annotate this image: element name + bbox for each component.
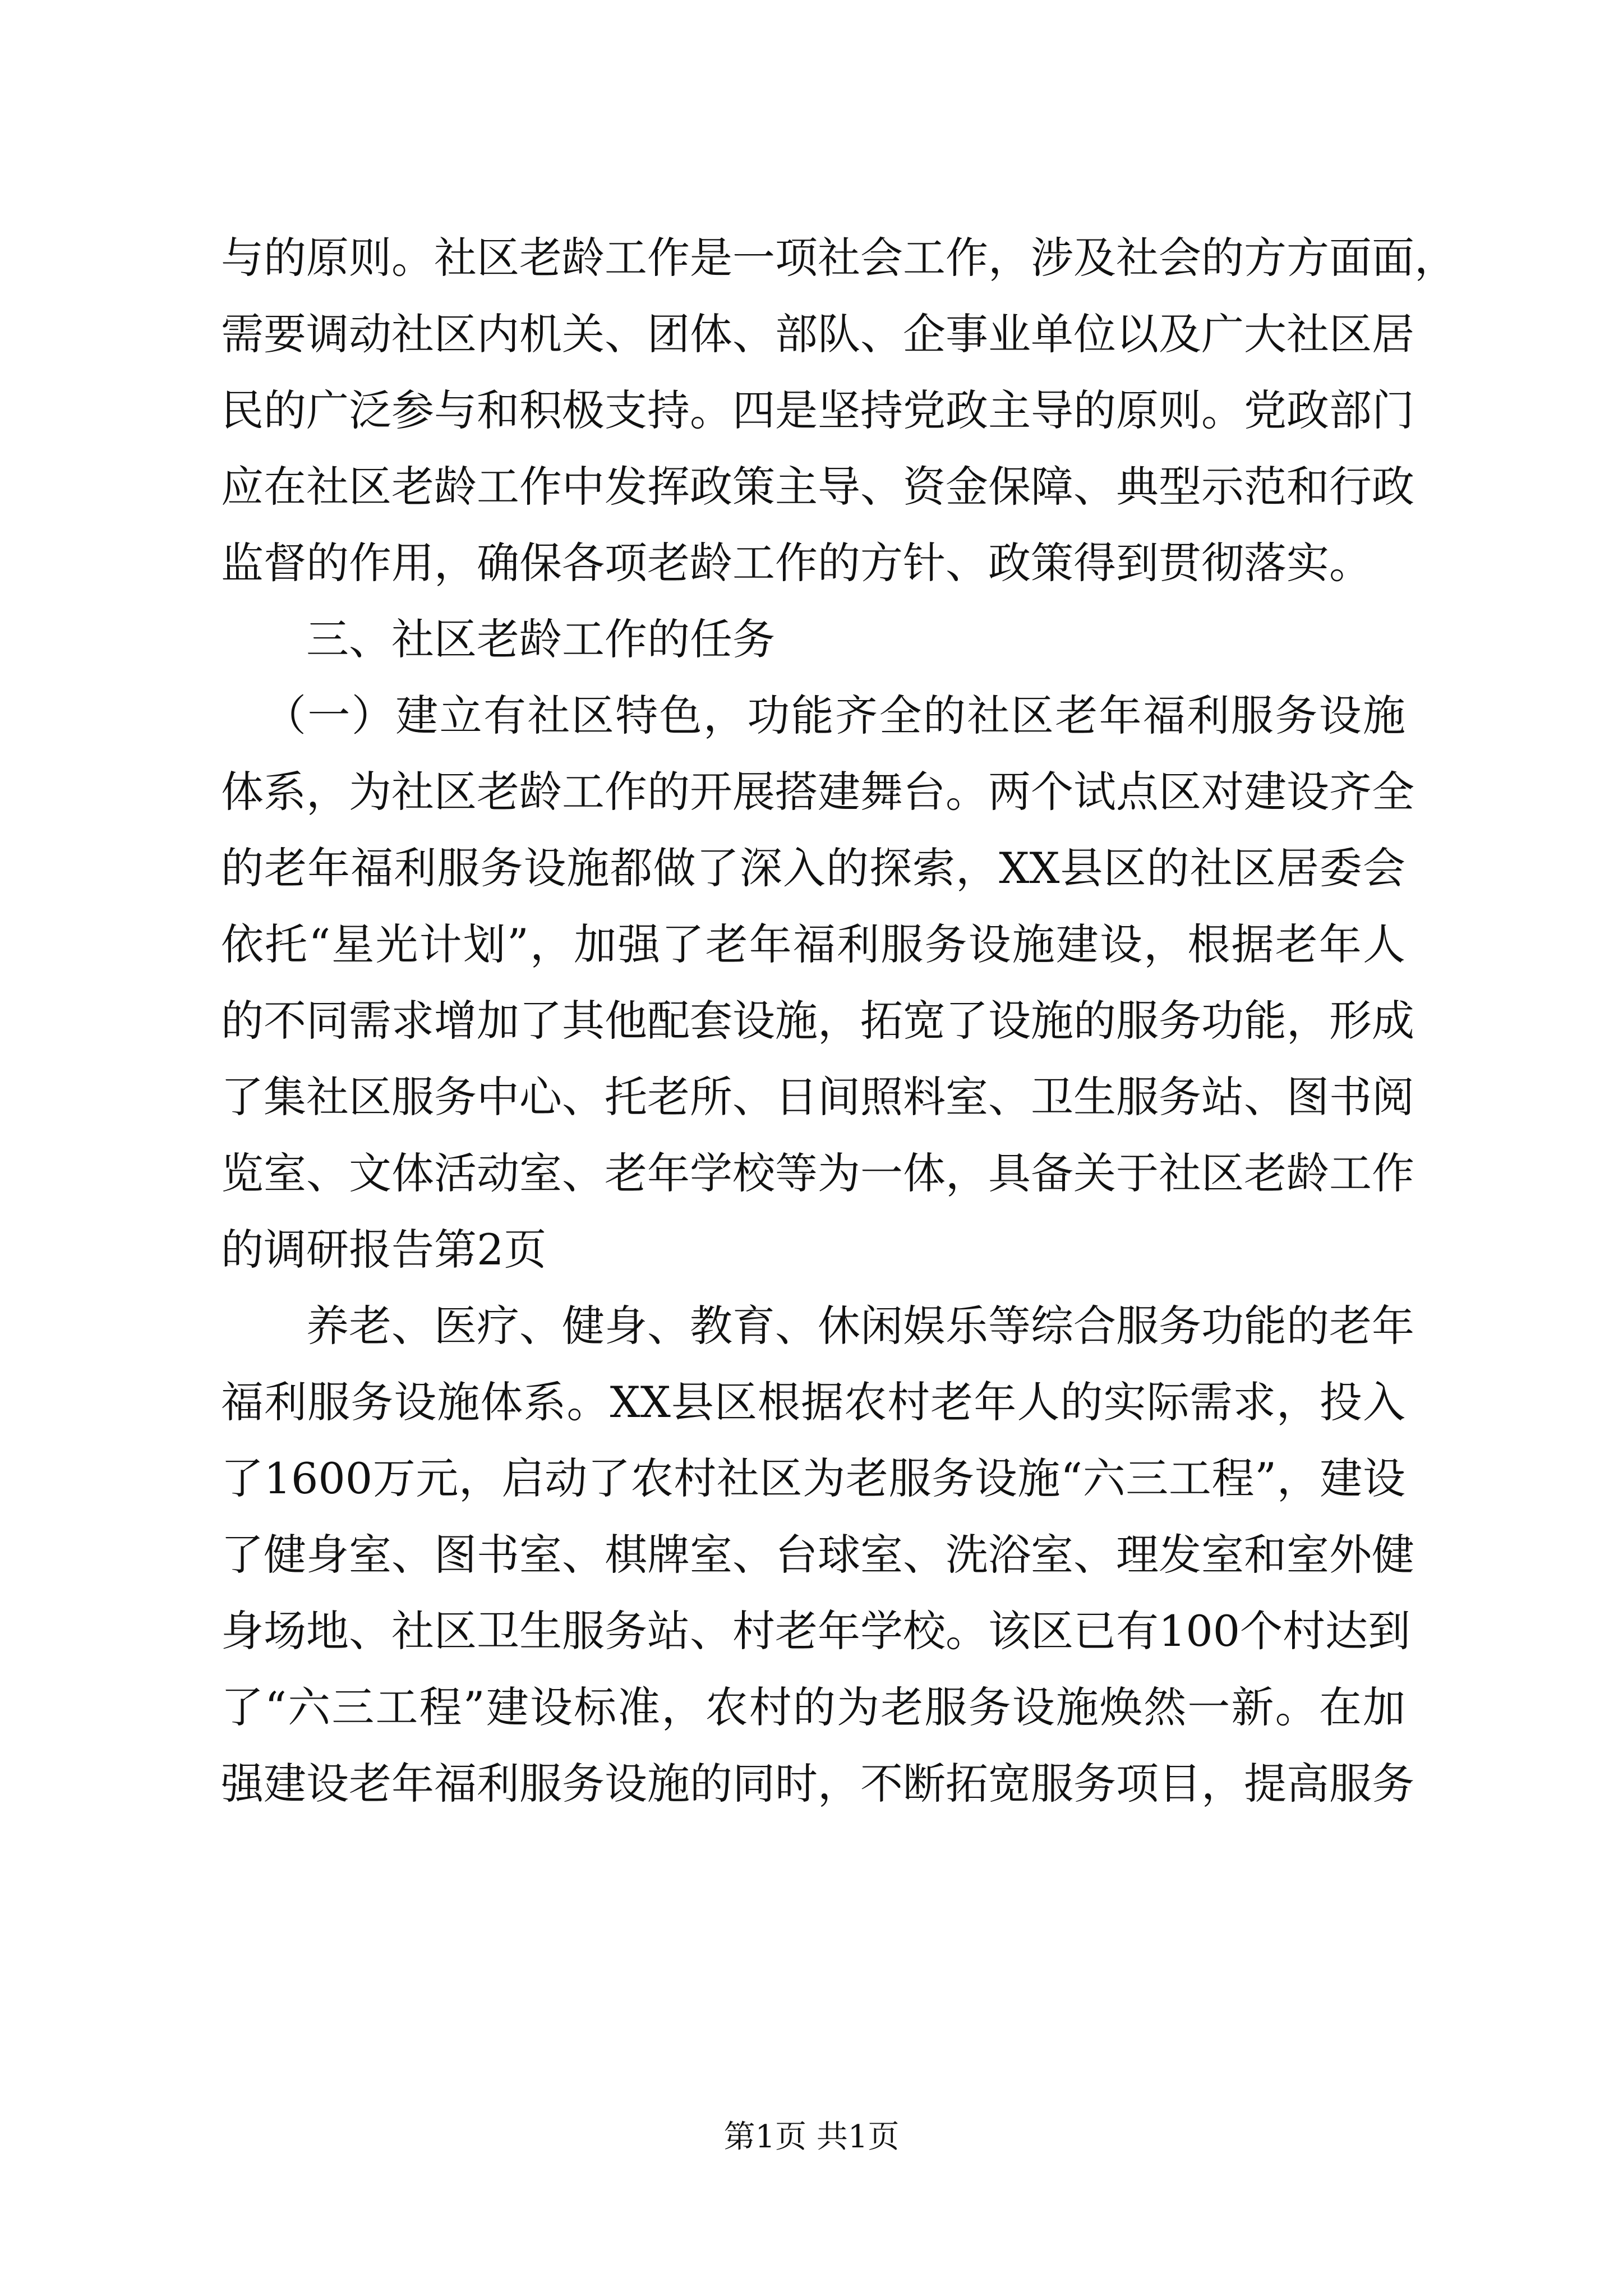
text-line: 民的广泛参与和积极支持。四是坚持党政主导的原则。党政部门 <box>221 385 1414 435</box>
text-line: 监督的作用，确保各项老龄工作的方针、政策得到贯彻落实。 <box>221 538 1372 588</box>
text-line: 身场地、社区卫生服务站、村老年学校。该区已有100个村达到 <box>221 1606 1411 1656</box>
text-line: 览室、文体活动室、老年学校等为一体，具备关于社区老龄工作 <box>221 1148 1414 1198</box>
text-line: 应在社区老龄工作中发挥政策主导、资金保障、典型示范和行政 <box>221 462 1414 512</box>
text-line: 养老、医疗、健身、教育、休闲娱乐等综合服务功能的老年 <box>306 1301 1414 1351</box>
text-line: 福利服务设施体系。XX县区根据农村老年人的实际需求，投入 <box>221 1377 1405 1427</box>
text-line: 了健身室、图书室、棋牌室、台球室、洗浴室、理发室和室外健 <box>221 1530 1414 1580</box>
text-line: 与的原则。社区老龄工作是一项社会工作，涉及社会的方方面面， <box>221 233 1457 283</box>
section-heading: 三、社区老龄工作的任务 <box>306 614 775 664</box>
text-line: 的不同需求增加了其他配套设施，拓宽了设施的服务功能，形成 <box>221 996 1414 1046</box>
text-line: 需要调动社区内机关、团体、部队、企事业单位以及广大社区居 <box>221 309 1414 359</box>
text-line: 依托“星光计划”，加强了老年福利服务设施建设，根据老年人 <box>221 919 1405 969</box>
text-line: 了1600万元，启动了农村社区为老服务设施“六三工程”，建设 <box>221 1453 1405 1503</box>
text-line: 了集社区服务中心、托老所、日间照料室、卫生服务站、图书阅 <box>221 1072 1414 1122</box>
text-line: 的老年福利服务设施都做了深入的探索，XX县区的社区居委会 <box>221 843 1405 893</box>
body-text <box>221 220 1457 1822</box>
text-line: 体系，为社区老龄工作的开展搭建舞台。两个试点区对建设齐全 <box>221 767 1414 817</box>
text-line: 了“六三工程”建设标准，农村的为老服务设施焕然一新。在加 <box>221 1682 1405 1732</box>
text-line: （一）建立有社区特色，功能齐全的社区老年福利服务设施 <box>264 691 1405 740</box>
page-footer: 第1页 共1页 <box>723 2119 900 2155</box>
text-line: 的调研报告第2页 <box>221 1225 547 1274</box>
text-line: 强建设老年福利服务设施的同时，不断拓宽服务项目，提高服务 <box>221 1759 1414 1809</box>
